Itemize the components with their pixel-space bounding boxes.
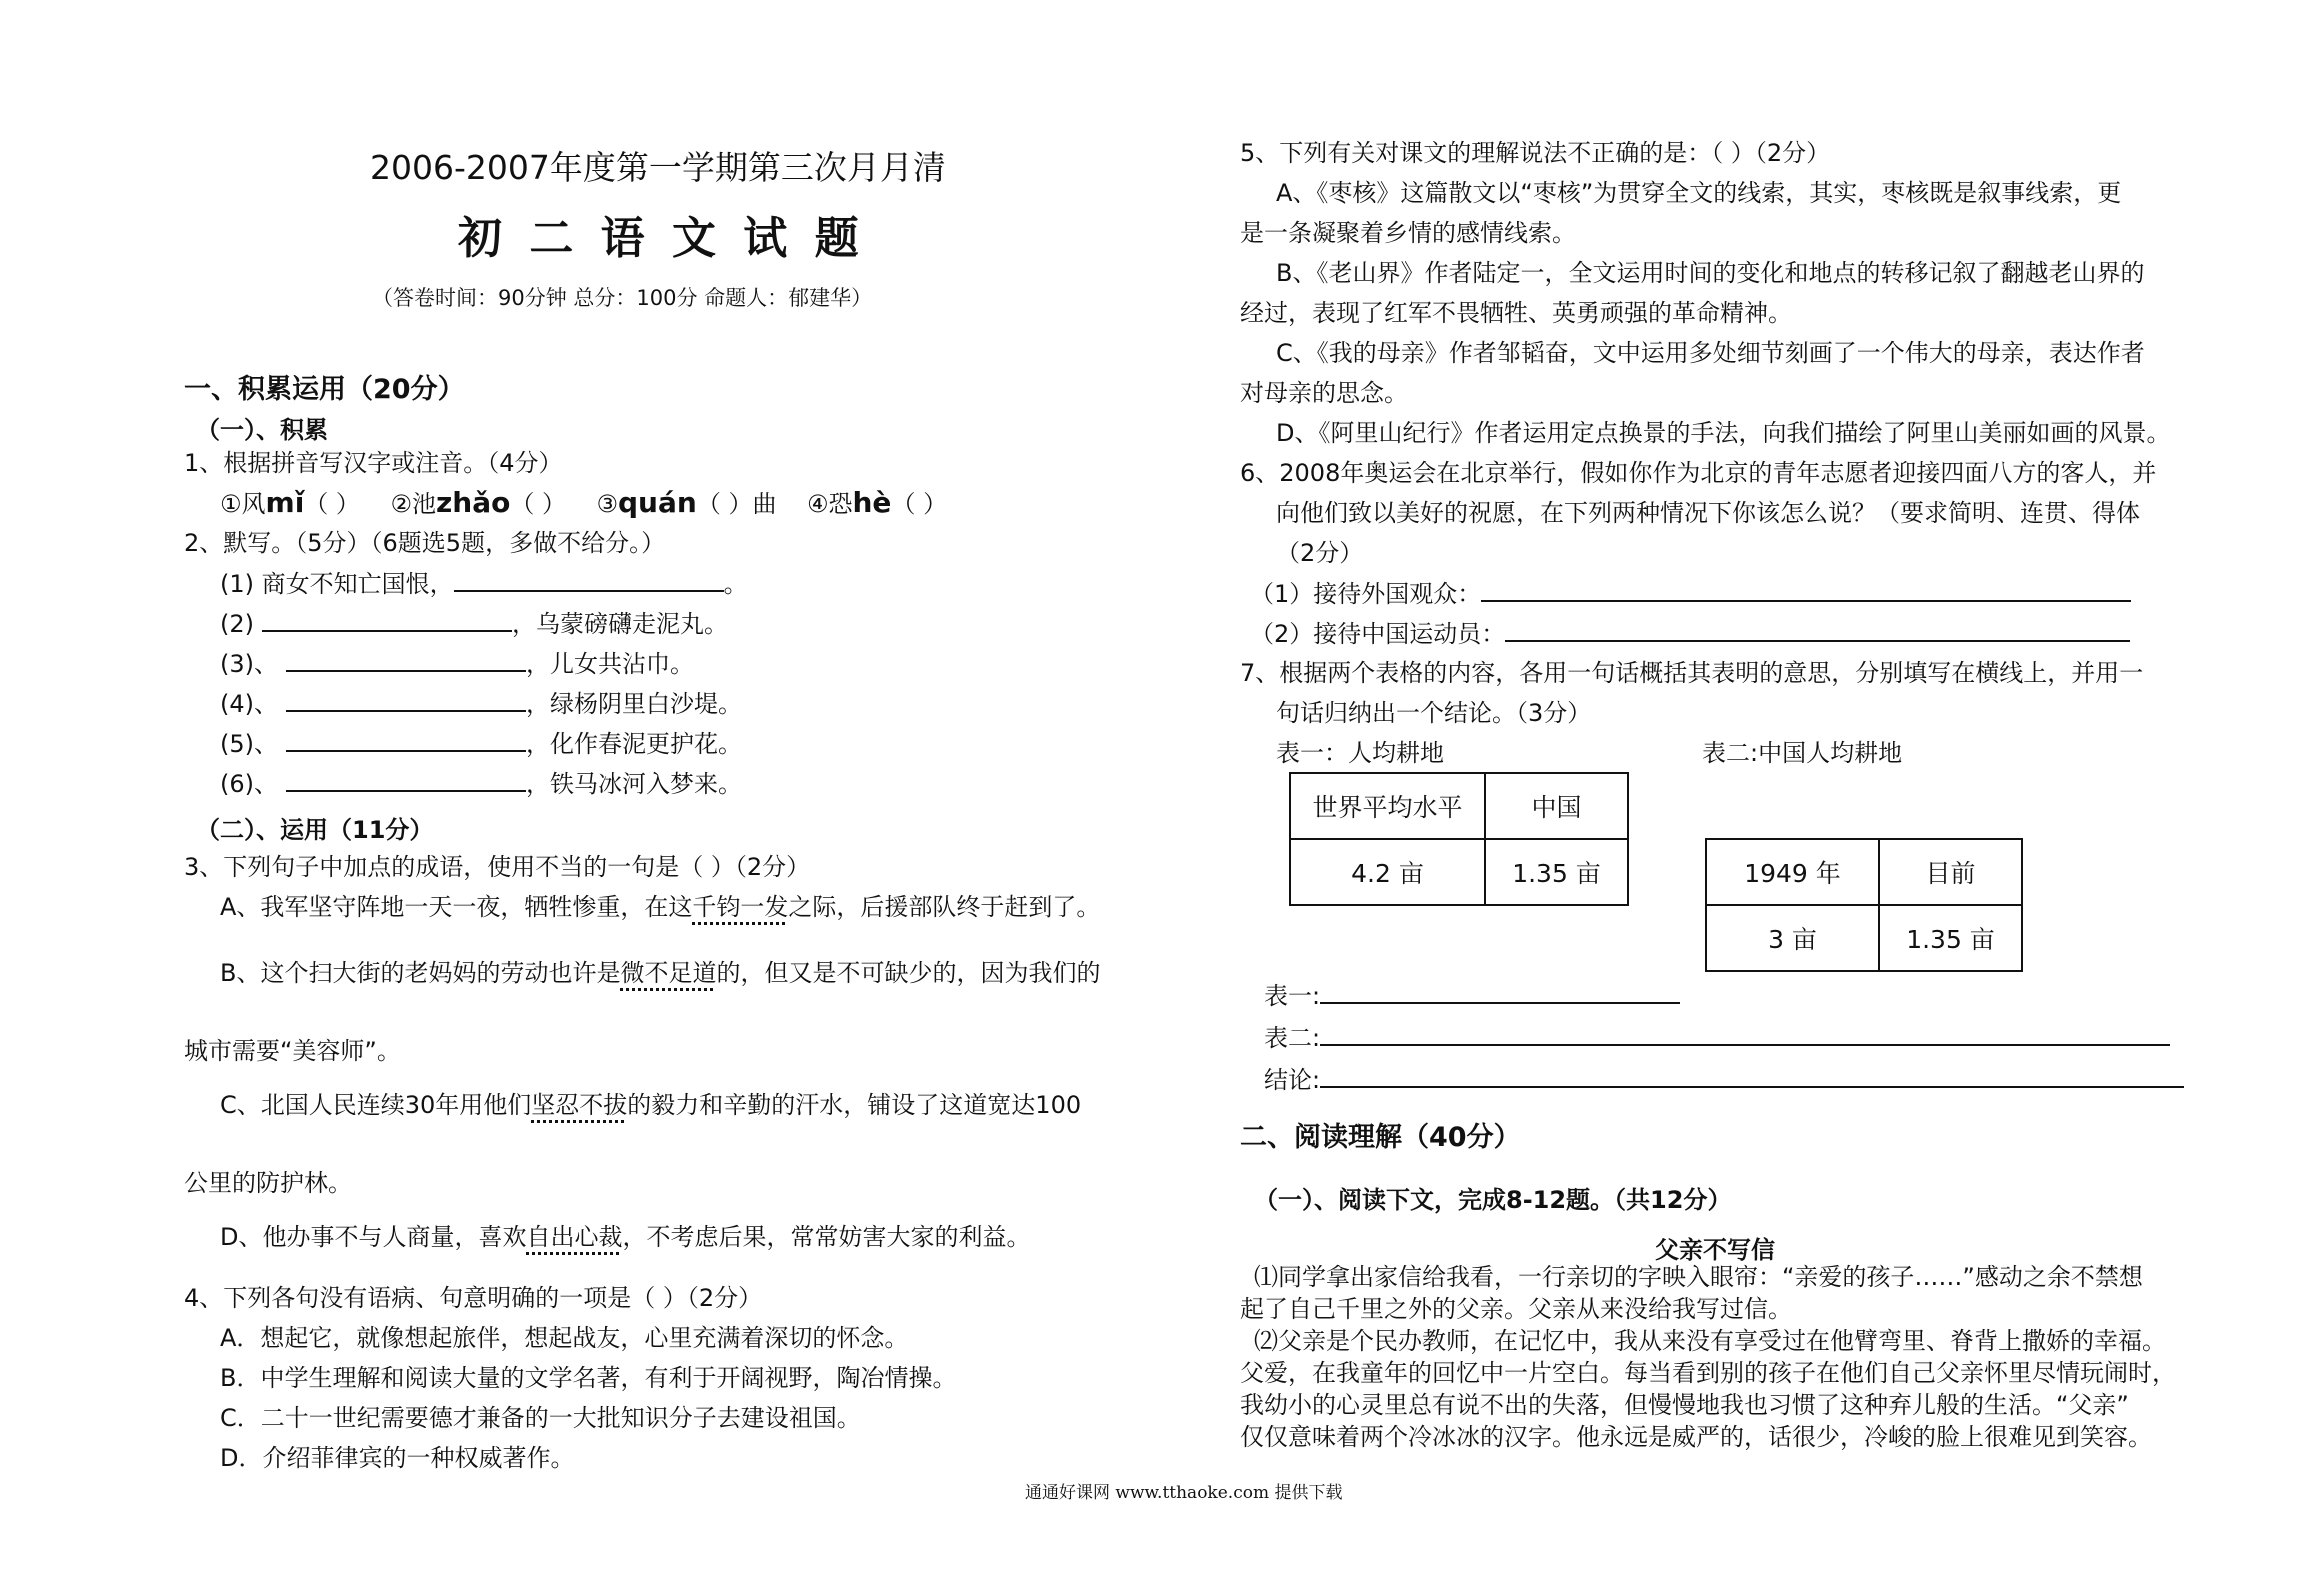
- section1-heading: 一、积累运用（20分）: [184, 374, 465, 405]
- q1-item-1: ①风mǐ（ ）: [220, 486, 360, 519]
- q1-items: [220, 488, 947, 519]
- q3-option-a: A、我军坚守阵地一天一夜，牺牲惨重，在这千钧一发之际，后援部队终于赶到了。: [220, 893, 1101, 921]
- exam-subtitle: 初 二 语 文 试 题: [458, 213, 865, 264]
- q7-answer-1: 表一:: [1264, 980, 1680, 1011]
- table-cell: 中国: [1485, 773, 1628, 839]
- table-1: [1289, 772, 1629, 906]
- q1-item-2: ②池zhǎo（ ）: [390, 486, 566, 519]
- table1-title: 表一：人均耕地: [1276, 739, 1444, 767]
- article-para-2c: 我幼小的心灵里总有说不出的失落，但慢慢地我也习惯了这种弃儿般的生活。“父亲”: [1240, 1391, 2129, 1419]
- part1-heading: （一）、积累: [196, 416, 328, 444]
- q7-stem-2: 句话归纳出一个结论。（3分）: [1276, 699, 1592, 727]
- q2-line-5: (5)、 ，化作春泥更护花。: [220, 730, 742, 758]
- q7-conclusion: 结论:: [1264, 1064, 2184, 1095]
- q2-line-6: (6)、 ，铁马冰河入梦来。: [220, 770, 742, 798]
- exam-title: 2006-2007年度第一学期第三次月月清: [370, 148, 946, 187]
- q5-stem: 5、下列有关对课文的理解说法不正确的是：（ ）（2分）: [1240, 139, 1831, 167]
- q6-stem-2: 向他们致以美好的祝愿，在下列两种情况下你该怎么说？（要求简明、连贯、得体: [1276, 499, 2140, 527]
- q5-option-c: C、《我的母亲》作者邹韬奋，文中运用多处细节刻画了一个伟大的母亲，表达作者: [1276, 339, 2145, 367]
- q2-line-3: (3)、 ，儿女共沾巾。: [220, 650, 694, 678]
- q4-stem: 4、下列各句没有语病、句意明确的一项是（ ）（2分）: [184, 1284, 763, 1312]
- q1-stem: 1、根据拼音写汉字或注音。（4分）: [184, 449, 563, 477]
- q7-stem-1: 7、根据两个表格的内容，各用一句话概括其表明的意思，分别填写在横线上，并用一: [1240, 659, 2144, 687]
- answer-blank[interactable]: [454, 568, 724, 592]
- answer-blank[interactable]: [1505, 618, 2130, 642]
- q6-answer-2: （2）接待中国运动员：: [1250, 618, 2130, 649]
- table-cell: 世界平均水平: [1290, 773, 1485, 839]
- article-para-1b: 起了自己千里之外的父亲。父亲从来没给我写过信。: [1240, 1295, 1792, 1323]
- answer-blank[interactable]: [1320, 1022, 2170, 1046]
- answer-blank[interactable]: [1320, 980, 1680, 1004]
- article-para-1a: ⑴同学拿出家信给我看，一行亲切的字映入眼帘：“亲爱的孩子……”感动之余不禁想: [1254, 1263, 2143, 1291]
- answer-blank[interactable]: [1481, 578, 2131, 602]
- q3-stem: 3、下列句子中加点的成语，使用不当的一句是（ ）（2分）: [184, 853, 811, 881]
- table2-title: 表二:中国人均耕地: [1702, 739, 1903, 767]
- table-cell: 3 亩: [1706, 905, 1879, 971]
- q1-item-3: ③quán（ ）曲: [596, 486, 777, 519]
- q7-answer-2: 表二:: [1264, 1022, 2170, 1053]
- section2-heading: 二、阅读理解（40分）: [1240, 1122, 1521, 1153]
- q3-option-d: D、他办事不与人商量，喜欢自出心裁，不考虑后果，常常妨害大家的利益。: [220, 1223, 1031, 1251]
- q4-option-b: B．中学生理解和阅读大量的文学名著，有利于开阔视野，陶冶情操。: [220, 1364, 957, 1392]
- q2-line-4: (4)、 ，绿杨阴里白沙堤。: [220, 690, 742, 718]
- answer-blank[interactable]: [286, 648, 526, 672]
- q5-option-a-cont: 是一条凝聚着乡情的感情线索。: [1240, 219, 1576, 247]
- q6-answer-1: （1）接待外国观众：: [1250, 578, 2131, 609]
- table-cell: 1.35 亩: [1485, 839, 1628, 905]
- section2-part1-heading: （一）、阅读下文，完成8-12题。（共12分）: [1254, 1186, 1732, 1214]
- q6-stem-3: （2分）: [1276, 539, 1364, 567]
- table-cell: 目前: [1879, 839, 2022, 905]
- article-title: 父亲不写信: [1655, 1236, 1775, 1264]
- q3-option-b-cont: 城市需要“美容师”。: [184, 1037, 401, 1065]
- answer-blank[interactable]: [286, 688, 526, 712]
- q3-option-c-cont: 公里的防护林。: [184, 1169, 352, 1197]
- q5-option-b-cont: 经过，表现了红军不畏牺牲、英勇顽强的革命精神。: [1240, 299, 1792, 327]
- table-cell: 4.2 亩: [1290, 839, 1485, 905]
- q6-stem-1: 6、2008年奥运会在北京举行，假如你作为北京的青年志愿者迎接四面八方的客人，并: [1240, 459, 2157, 487]
- table-2: [1705, 838, 2023, 972]
- q1-item-4: ④恐hè（ ）: [806, 486, 948, 519]
- q5-option-d: D、《阿里山纪行》作者运用定点换景的手法，向我们描绘了阿里山美丽如画的风景。: [1276, 419, 2171, 447]
- q5-option-a: A、《枣核》这篇散文以“枣核”为贯穿全文的线索，其实，枣核既是叙事线索，更: [1276, 179, 2122, 207]
- table-cell: 1.35 亩: [1879, 905, 2022, 971]
- q3-option-c: C、北国人民连续30年用他们坚忍不拔的毅力和辛勤的汗水，铺设了这道宽达100: [220, 1091, 1082, 1119]
- q4-option-d: D．介绍菲律宾的一种权威著作。: [220, 1444, 575, 1472]
- q4-option-a: A．想起它，就像想起旅伴，想起战友，心里充满着深切的怀念。: [220, 1324, 909, 1352]
- answer-blank[interactable]: [262, 608, 512, 632]
- q2-line-1: (1) 商女不知亡国恨， 。: [220, 570, 748, 598]
- q2-stem: 2、默写。（5分）（6题选5题，多做不给分。）: [184, 529, 666, 557]
- article-para-2d: 仅仅意味着两个冷冰冰的汉字。他永远是威严的，话很少，冷峻的脸上很难见到笑容。: [1240, 1423, 2152, 1451]
- footer-credit: 通通好课网 www.tthaoke.com 提供下载: [1025, 1483, 1343, 1503]
- q4-option-c: C．二十一世纪需要德才兼备的一大批知识分子去建设祖国。: [220, 1404, 861, 1432]
- q5-option-b: B、《老山界》作者陆定一，全文运用时间的变化和地点的转移记叙了翻越老山界的: [1276, 259, 2145, 287]
- table-cell: 1949 年: [1706, 839, 1879, 905]
- exam-meta: （答卷时间：90分钟 总分：100分 命题人：郁建华）: [372, 286, 873, 310]
- answer-blank[interactable]: [286, 728, 526, 752]
- article-para-2a: ⑵父亲是个民办教师，在记忆中，我从来没有享受过在他臂弯里、脊背上撒娇的幸福。: [1254, 1327, 2166, 1355]
- q2-line-2: (2) ，乌蒙磅礴走泥丸。: [220, 610, 728, 638]
- part2-heading: （二）、运用（11分）: [196, 816, 434, 844]
- q3-option-b: B、这个扫大街的老妈妈的劳动也许是微不足道的，但又是不可缺少的，因为我们的: [220, 959, 1101, 987]
- answer-blank[interactable]: [286, 768, 526, 792]
- q5-option-c-cont: 对母亲的思念。: [1240, 379, 1408, 407]
- answer-blank[interactable]: [1320, 1064, 2184, 1088]
- article-para-2b: 父爱，在我童年的回忆中一片空白。每当看到别的孩子在他们自己父亲怀里尽情玩闹时，: [1240, 1359, 2176, 1387]
